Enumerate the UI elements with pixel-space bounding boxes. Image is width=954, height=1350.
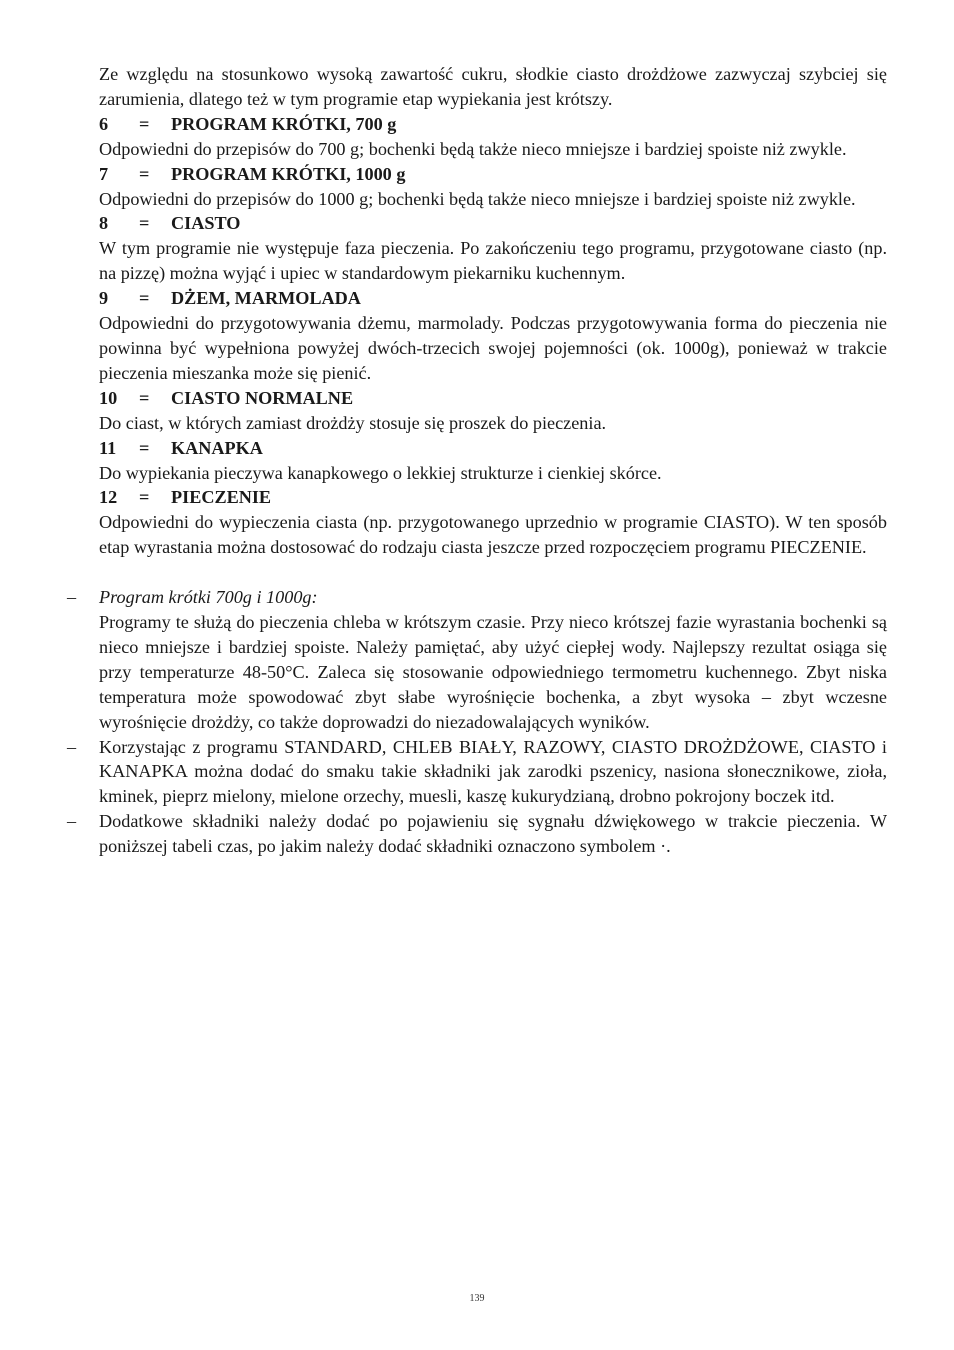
program-12 — [99, 485, 887, 560]
program-8 — [99, 211, 887, 286]
equals-sign: = — [139, 213, 150, 234]
note-short-program — [67, 585, 887, 734]
program-description: W tym programie nie występuje faza pieczenia. Po zakończeniu tego programu, przygotowane ciasto (np. na pizzę) można wyjąć i upiec w standardowym piekarniku kuchennym. — [99, 238, 887, 284]
program-heading — [99, 112, 887, 137]
program-number: 7 — [99, 163, 109, 184]
program-number: 9 — [99, 288, 109, 309]
note-signal — [67, 809, 887, 859]
program-heading — [99, 436, 887, 461]
dash-bullet: – — [67, 736, 77, 757]
program-11 — [99, 436, 887, 486]
program-description: Odpowiedni do przygotowywania dżemu, marmolady. Podczas przygotowywania forma do pieczenia nie powinna być wypełniona powyżej dwóch-trzecich swojej pojemności (ok. 1000g), ponieważ w trakcie pieczenia mieszanka może się pienić. — [99, 313, 887, 383]
page-number: 139 — [469, 1293, 485, 1304]
program-title: PIECZENIE — [171, 487, 272, 508]
program-number: 8 — [99, 213, 109, 234]
intro-paragraph: Ze względu na stosunkowo wysoką zawartość cukru, słodkie ciasto drożdżowe zazwyczaj szybciej się zarumienia, dlatego też w tym programie etap wypiekania jest krótszy. — [99, 64, 887, 109]
equals-sign: = — [139, 113, 150, 134]
program-description: Odpowiedni do przepisów do 700 g; bochenki będą także nieco mniejsze i bardziej spoiste niż zwykle. — [99, 138, 847, 159]
program-title: CIASTO — [171, 213, 241, 234]
note-text: Dodatkowe składniki należy dodać po pojawieniu się sygnału dźwiękowego w trakcie pieczenia. W poniższej tabeli czas, po jakim należy dodać składniki oznaczono symbolem ·. — [99, 811, 887, 857]
program-6 — [99, 112, 887, 162]
equals-sign: = — [139, 487, 150, 508]
equals-sign: = — [139, 163, 150, 184]
program-title: KANAPKA — [171, 437, 263, 458]
note-text: Programy te służą do pieczenia chleba w krótszym czasie. Przy nieco krótszej fazie wyrastania bochenki są nieco mniejsze i bardziej spoiste. Należy pamiętać, aby użyć ciepłej wody. Najlepszy rezultat osiąga się przy temperaturze 48-50°C. Zaleca się stosowanie odpowiedniego termometru kuchennego. Zbyt niska temperatura może spowodować zbyt słabe wyrośnięcie bochenka, a zbyt wysoka – zbyt wczesne wyrośnięcie drożdży, co także doprowadzi do niezadowalających wyników. — [99, 612, 887, 732]
program-title: PROGRAM KRÓTKI, 1000 g — [171, 163, 406, 184]
program-title: DŻEM, MARMOLADA — [171, 288, 361, 309]
program-heading — [99, 286, 887, 311]
program-number: 10 — [99, 387, 118, 408]
program-number: 11 — [99, 437, 117, 458]
note-title: Program krótki 700g i 1000g: — [99, 587, 318, 608]
spacer — [99, 560, 887, 585]
page-content — [67, 62, 887, 859]
program-heading — [99, 211, 887, 236]
program-9 — [99, 286, 887, 386]
program-number: 12 — [99, 487, 118, 508]
program-title: PROGRAM KRÓTKI, 700 g — [171, 113, 397, 134]
program-7 — [99, 162, 887, 212]
note-ingredients — [67, 735, 887, 810]
program-heading — [99, 386, 887, 411]
dash-bullet: – — [67, 587, 77, 608]
note-text: Korzystając z programu STANDARD, CHLEB BIAŁY, RAZOWY, CIASTO DROŻDŻOWE, CIASTO i KANAPKA można dodać do smaku takie składniki jak zarodki pszenicy, nasiona słonecznikowe, zioła, kminek, pieprz mielony, mielone orzechy, muesli, kaszę kukurydzianą, drobno pokrojony boczek itd. — [99, 736, 887, 807]
program-heading — [99, 162, 887, 187]
program-number: 6 — [99, 113, 109, 134]
dash-bullet: – — [67, 811, 77, 832]
equals-sign: = — [139, 387, 150, 408]
program-10 — [99, 386, 887, 436]
program-description: Do wypiekania pieczywa kanapkowego o lekkiej strukturze i cienkiej skórce. — [99, 462, 662, 483]
equals-sign: = — [139, 288, 150, 309]
program-heading — [99, 485, 887, 510]
program-title: CIASTO NORMALNE — [171, 387, 354, 408]
equals-sign: = — [139, 437, 150, 458]
program-description: Odpowiedni do wypieczenia ciasta (np. przygotowanego uprzednio w programie CIASTO). W ten sposób etap wyrastania można dostosować do rodzaju ciasta jeszcze przed rozpoczęciem programu PIECZENIE. — [99, 512, 887, 558]
program-description: Do ciast, w których zamiast drożdży stosuje się proszek do pieczenia. — [99, 412, 607, 433]
program-description: Odpowiedni do przepisów do 1000 g; bochenki będą także nieco mniejsze i bardziej spoiste niż zwykle. — [99, 188, 856, 209]
